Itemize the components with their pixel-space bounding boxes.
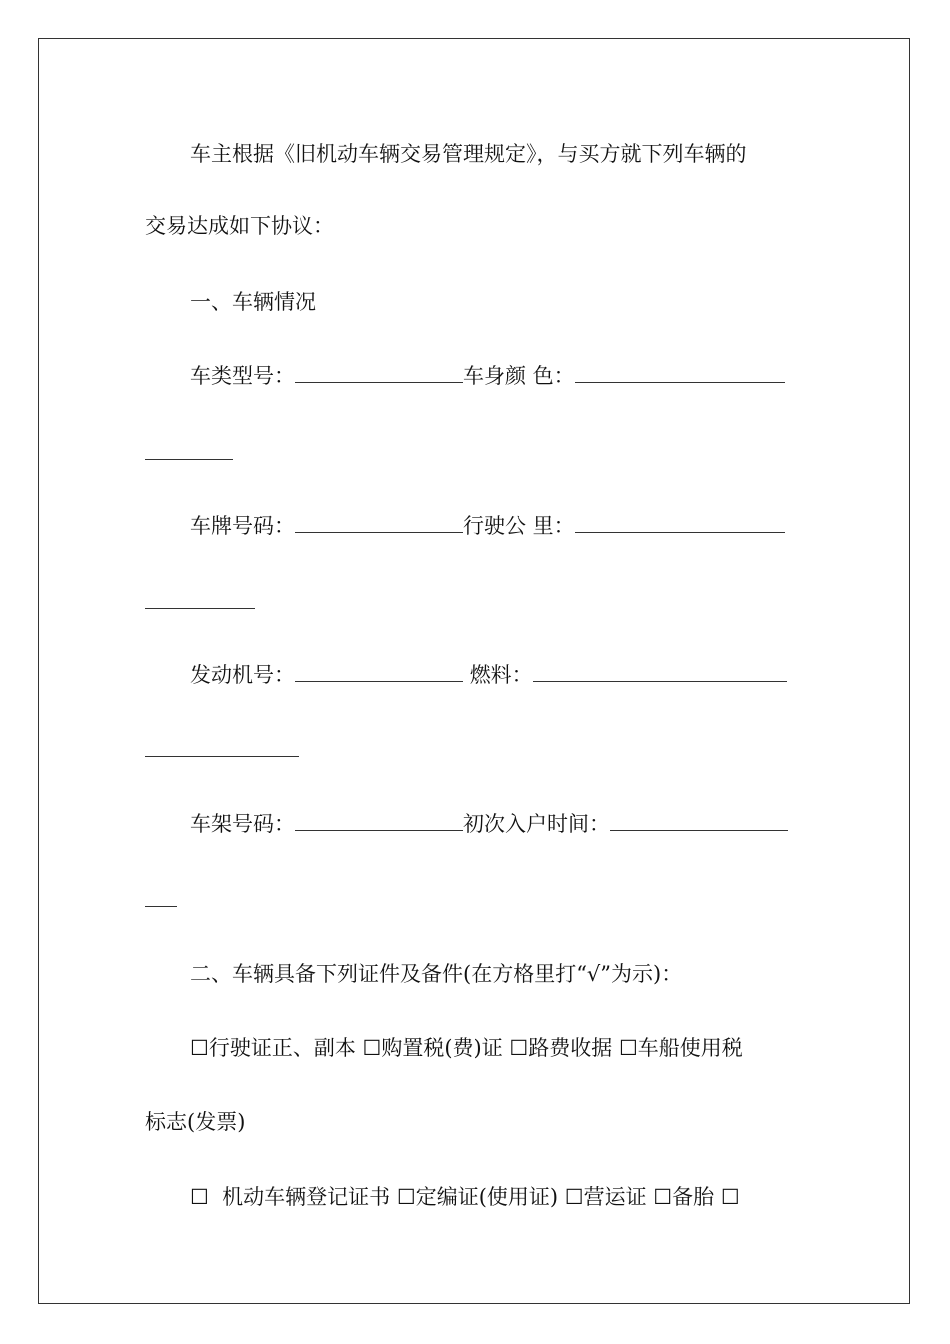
documents-row-1 — [190, 1034, 743, 1062]
field-row-model — [190, 362, 785, 390]
first-reg-blank-continuation[interactable] — [145, 906, 177, 907]
doc-registration-certificate-checkbox[interactable]: ☐ 机动车辆登记证书 — [190, 1185, 391, 1209]
field-row-frame — [190, 810, 788, 838]
frame-label: 车架号码： — [190, 812, 295, 836]
engine-label: 发动机号： — [190, 663, 295, 687]
mileage-label: 行驶公 里： — [463, 514, 575, 538]
plate-blank[interactable] — [295, 512, 463, 533]
doc-seating-certificate-checkbox[interactable]: ☐定编证(使用证) — [396, 1185, 559, 1209]
documents-row-2 — [190, 1183, 740, 1211]
section-2-heading: 二、车辆具备下列证件及备件(在方格里打“√”为示)： — [190, 962, 683, 986]
doc-license-checkbox[interactable]: ☐行驶证正、副本 — [190, 1036, 356, 1060]
doc-vessel-tax-checkbox[interactable]: ☐车船使用税 — [618, 1036, 743, 1060]
color-blank-continuation[interactable] — [145, 459, 233, 460]
first-reg-blank[interactable] — [610, 810, 788, 831]
section-1-heading: 一、车辆情况 — [190, 290, 316, 314]
doc-spare-tire-checkbox[interactable]: ☐备胎 — [653, 1185, 715, 1209]
field-row-plate — [190, 512, 785, 540]
mileage-blank-continuation[interactable] — [145, 608, 255, 609]
intro-line-1: 车主根据《旧机动车辆交易管理规定》，与买方就下列车辆的 — [190, 142, 747, 166]
documents-row-1-continuation: 标志(发票) — [145, 1110, 246, 1134]
fuel-blank-continuation[interactable] — [145, 756, 299, 757]
intro-line-2: 交易达成如下协议： — [145, 214, 334, 238]
engine-blank[interactable] — [295, 661, 463, 682]
first-reg-label: 初次入户时间： — [463, 812, 610, 836]
frame-blank[interactable] — [295, 810, 463, 831]
fuel-label: 燃料： — [469, 663, 533, 687]
mileage-blank[interactable] — [575, 512, 785, 533]
color-label: 车身颜 色： — [463, 364, 575, 388]
color-blank[interactable] — [575, 362, 785, 383]
doc-other-checkbox[interactable]: ☐ — [720, 1185, 740, 1209]
doc-toll-receipt-checkbox[interactable]: ☐路费收据 — [509, 1036, 613, 1060]
model-blank[interactable] — [295, 362, 463, 383]
plate-label: 车牌号码： — [190, 514, 295, 538]
doc-purchase-tax-checkbox[interactable]: ☐购置税(费)证 — [362, 1036, 503, 1060]
fuel-blank[interactable] — [533, 661, 787, 682]
model-label: 车类型号： — [190, 364, 295, 388]
doc-operation-license-checkbox[interactable]: ☐营运证 — [564, 1185, 647, 1209]
field-row-engine — [190, 661, 787, 689]
